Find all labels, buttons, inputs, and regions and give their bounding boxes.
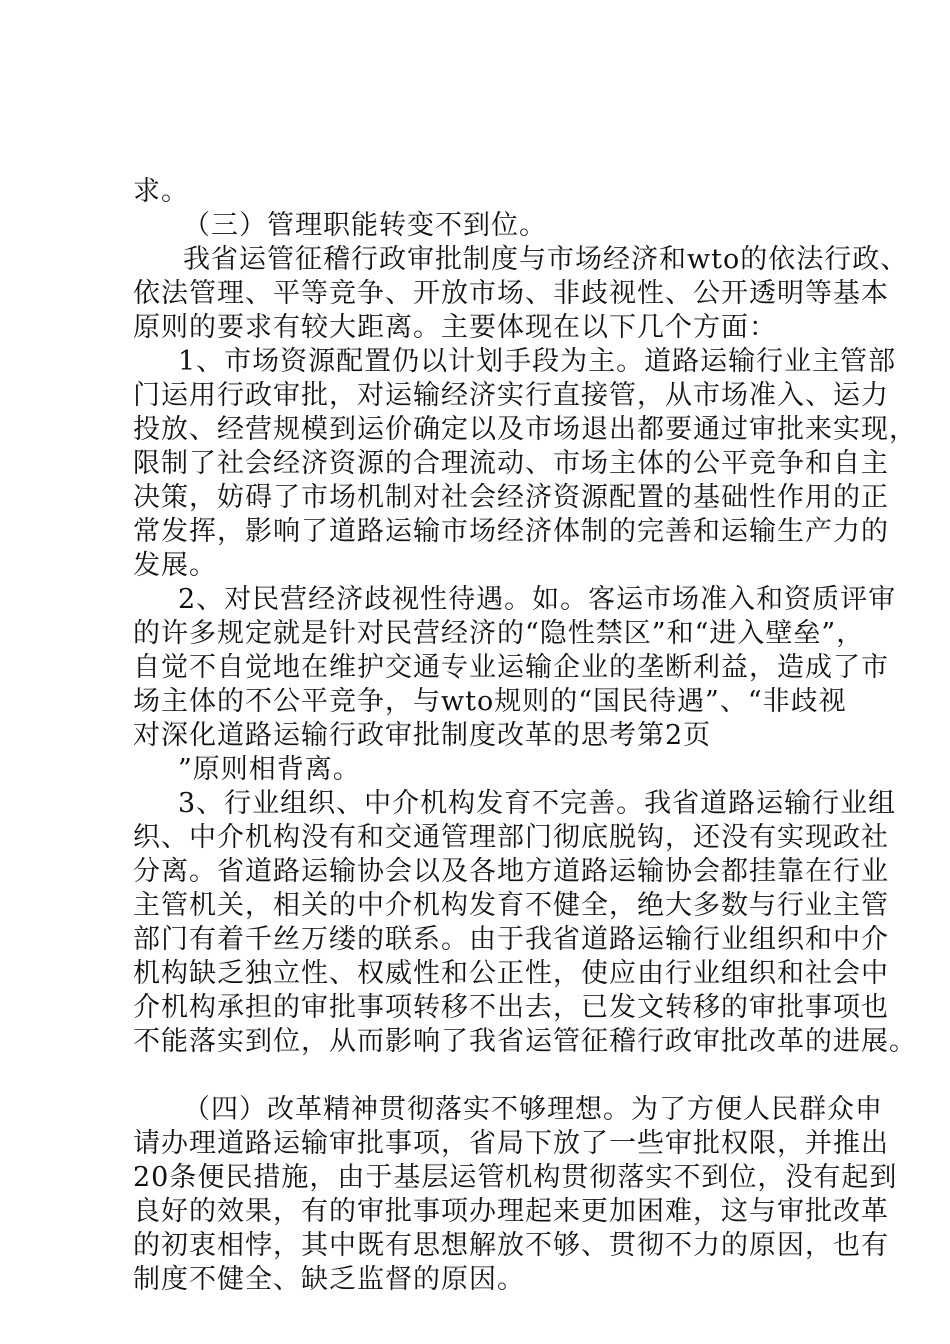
text-line: 的初衷相悖，其中既有思想解放不够、贯彻不力的原因，也有 [133,1230,889,1261]
text-line: 发展。 [133,550,217,581]
text-line: 1、市场资源配置仍以计划手段为主。道路运输行业主管部 [178,346,897,377]
section-heading: （四）改革精神贯彻落实不够理想。为了方便人民群众申 [183,1094,883,1125]
text-line: 自觉不自觉地在维护交通专业运输企业的垄断利益，造成了市 [133,652,889,683]
text-line: 不能落实到位，从而影响了我省运管征稽行政审批改革的进展。 [133,1026,917,1057]
text-line: 的许多规定就是针对民营经济的“隐性禁区”和“进入壁垒”， [133,618,865,649]
text-line: 良好的效果，有的审批事项办理起来更加困难，这与审批改革 [133,1196,889,1227]
text-line: 门运用行政审批，对运输经济实行直接管，从市场准入、运力 [133,380,889,411]
text-line: 制度不健全、缺乏监督的原因。 [133,1264,525,1295]
text-line: 投放、经营规模到运价确定以及市场退出都要通过审批来实现， [133,414,917,445]
text-line: 原则的要求有较大距离。主要体现在以下几个方面： [133,312,777,343]
section-heading: （三）管理职能转变不到位。 [183,210,547,241]
text-line: 3、行业组织、中介机构发育不完善。我省道路运输行业组 [178,788,897,819]
text-line: 限制了社会经济资源的合理流动、市场主体的公平竞争和自主 [133,448,889,479]
text-line: 机构缺乏独立性、权威性和公正性，使应由行业组织和社会中 [133,958,889,989]
text-line: ”原则相背离。 [178,754,361,785]
text-line: 决策，妨碍了市场机制对社会经济资源配置的基础性作用的正 [133,482,889,513]
page-footer: 对深化道路运输行政审批制度改革的思考第2页 [133,720,712,751]
text-line: 介机构承担的审批事项转移不出去，已发文转移的审批事项也 [133,992,889,1023]
text-line: 织、中介机构没有和交通管理部门彻底脱钩，还没有实现政社 [133,822,889,853]
text-line: 20条便民措施，由于基层运管机构贯彻落实不到位，没有起到 [133,1162,898,1193]
text-line: 依法管理、平等竞争、开放市场、非歧视性、公开透明等基本 [133,278,889,309]
text-line: 分离。省道路运输协会以及各地方道路运输协会都挂靠在行业 [133,856,889,887]
text-line: 我省运管征稽行政审批制度与市场经济和wto的依法行政、 [183,244,909,275]
text-line: 主管机关，相关的中介机构发育不健全，绝大多数与行业主管 [133,890,889,921]
text-line: 求。 [133,176,189,207]
text-line: 请办理道路运输审批事项，省局下放了一些审批权限，并推出 [133,1128,889,1159]
text-line: 常发挥，影响了道路运输市场经济体制的完善和运输生产力的 [133,516,889,547]
text-line: 部门有着千丝万缕的联系。由于我省道路运输行业组织和中介 [133,924,889,955]
text-line: 2、对民营经济歧视性待遇。如。客运市场准入和资质评审 [178,584,897,615]
text-line: 场主体的不公平竞争，与wto规则的“国民待遇”、“非歧视 [133,686,847,717]
